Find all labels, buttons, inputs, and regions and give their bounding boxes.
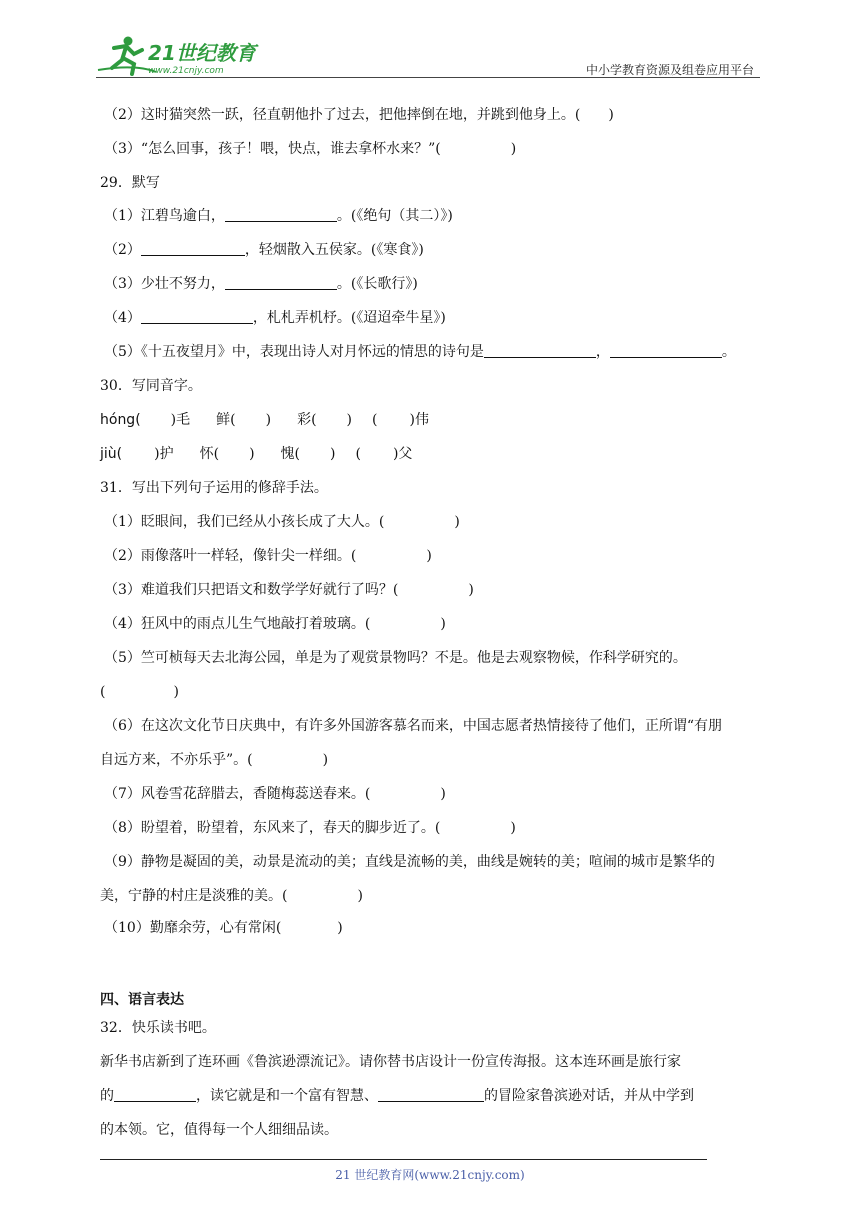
q31-item-6: （6）在这次文化节日庆典中，有许多外国游客慕名而来，中国志愿者热情接待了他们，正所谓“有朋 [104,718,723,734]
answer-blank[interactable] [225,274,337,290]
answer-blank[interactable] [141,308,253,324]
q31-item-2: （2）雨像落叶一样轻，像针尖一样细。( ) [104,548,432,564]
q32-para-1: 新华书店新到了连环画《鲁滨逊漂流记》。请你替书店设计一份宣传海报。这本连环画是旅行家 [100,1054,681,1070]
q32-para-3: 的本领。它，值得每一个人细细品读。 [100,1122,338,1138]
q31-item-10: （10）勤靡余劳，心有常闲( ) [104,920,343,936]
q30-row-hong: hóng( )毛 鲜( ) 彩( ) ( )伟 [100,412,429,428]
q31-item-8: （8）盼望着，盼望着，东风来了，春天的脚步近了。( ) [104,820,516,836]
platform-name: 中小学教育资源及组卷应用平台 [585,63,754,77]
q31-item-9-cont: 美，宁静的村庄是淡雅的美。( ) [100,888,363,904]
answer-blank[interactable] [114,1086,196,1102]
q28-item-2: （2）这时猫突然一跃，径直朝他扑了过去，把他摔倒在地，并跳到他身上。( ) [104,107,614,123]
answer-blank[interactable] [141,240,245,256]
q28-item-3: （3）“怎么回事，孩子！喂，快点，谁去拿杯水来？”( ) [104,141,517,157]
q30-title: 30．写同音字。 [100,378,202,394]
q29-item-4: （4） ，札札弄机杼。(《迢迢牵牛星》) [104,310,446,326]
q29-item-2: （2） ，轻烟散入五侯家。(《寒食》) [104,242,424,258]
q31-item-7: （7）风卷雪花辞腊去，香随梅蕊送春来。( ) [104,786,446,802]
answer-blank[interactable] [610,342,722,358]
q31-item-6-cont: 自远方来，不亦乐乎”。( ) [100,752,329,768]
answer-blank[interactable] [225,206,337,222]
q30-row-jiu: jiù( )护 怀( ) 愧( ) ( )父 [100,446,413,462]
logo-text: 21世纪教育 [148,41,256,65]
answer-blank[interactable] [484,342,596,358]
q31-title: 31．写出下列句子运用的修辞手法。 [100,480,328,496]
page-header [96,30,760,78]
q31-item-4: （4）狂风中的雨点儿生气地敲打着玻璃。( ) [104,616,446,632]
footer-divider [100,1159,707,1160]
section-4-heading: 四、语言表达 [100,992,184,1008]
q29-title: 29．默写 [100,175,160,191]
q32-para-2: 的 ，读它就是和一个富有智慧、 的冒险家鲁滨逊对话，并从中学到 [100,1088,694,1104]
logo-url: www.21cnjy.com [148,66,224,76]
q31-item-3: （3）难道我们只把语文和数学学好就行了吗？( ) [104,582,474,598]
q32-title: 32．快乐读书吧。 [100,1020,216,1036]
q31-item-9: （9）静物是凝固的美，动景是流动的美；直线是流畅的美，曲线是婉转的美；喧闹的城市是繁华的 [104,854,715,870]
header-divider [96,77,760,78]
q31-item-5-answer: ( ) [100,684,179,700]
site-logo [96,34,266,76]
q29-item-5: （5）《十五夜望月》中，表现出诗人对月怀远的情思的诗句是 ， 。 [104,344,736,360]
q29-item-1: （1）江碧鸟逾白， 。(《绝句（其二）》) [104,208,453,224]
q31-item-1: （1）眨眼间，我们已经从小孩长成了大人。( ) [104,514,460,530]
q29-item-3: （3）少壮不努力， 。(《长歌行》) [104,276,418,292]
page-footer: 21 世纪教育网(www.21cnjy.com) [335,1168,525,1182]
answer-blank[interactable] [378,1086,484,1102]
q31-item-5: （5）竺可桢每天去北海公园，单是为了观赏景物吗？不是。他是去观察物候，作科学研究的。 [104,650,687,666]
